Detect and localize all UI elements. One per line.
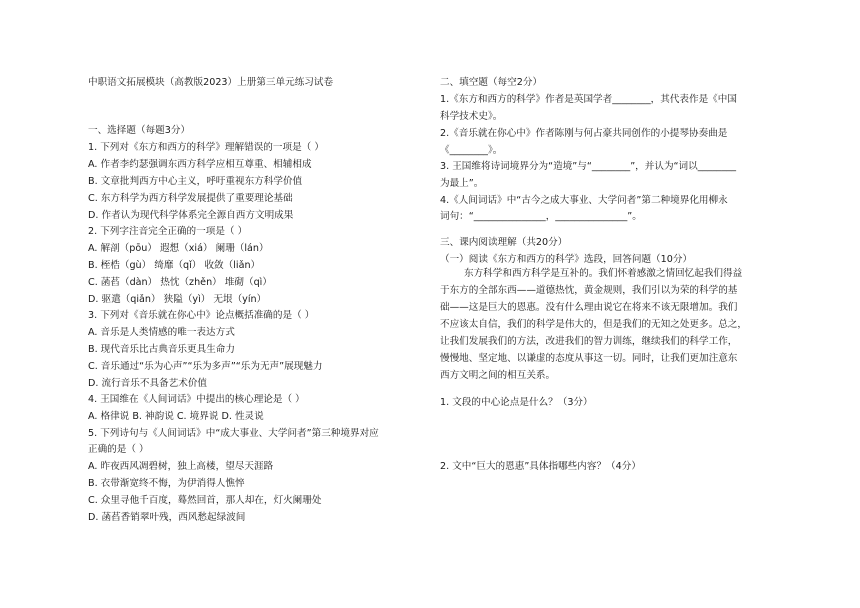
fill-q1-line1: 1.《东方和西方的科学》作者是英国学者________，其代表作是《中国	[440, 94, 737, 105]
reading-q1: 1. 文段的中心论点是什么？（3分）	[440, 397, 593, 408]
q2-option-c: C. 菡萏（dàn） 热忱（zhěn） 堆砌（qì）	[88, 277, 272, 288]
fill-q4-line2: 词句：“_______________，_______________”。	[440, 211, 642, 222]
q2-option-b: B. 桎梏（gù） 绮靡（qǐ） 收敛（liǎn）	[88, 260, 261, 271]
q1-option-d: D. 作者认为现代科学体系完全源自西方文明成果	[88, 210, 294, 221]
exam-title: 中职语文拓展模块（高教版2023）上册第三单元练习试卷	[88, 77, 334, 88]
passage-line-7: 西方文明之间的相互关系。	[440, 370, 556, 381]
passage-line-2: 于东方的全部东西——道德热忱，黄金规则，我们引以为荣的科学的基	[440, 285, 738, 296]
q5-stem: 5. 下列诗句与《人间词话》中“成大事业、大学问者”第三种境界对应	[88, 428, 379, 439]
fill-q2-line2: 《________》。	[440, 145, 503, 156]
q2-stem: 2. 下列字注音完全正确的一项是（ ）	[88, 226, 248, 237]
q1-option-a: A. 作者李约瑟强调东西方科学应相互尊重、相辅相成	[88, 159, 312, 170]
passage-line-3: 础——这是巨大的恩惠。没有什么理由说它在将来不该无限增加。我们	[440, 302, 738, 313]
fill-q1-line2: 科学技术史》。	[440, 111, 503, 122]
q3-option-c: C. 音乐通过“乐为心声”“乐为多声”“乐为无声”展现魅力	[88, 361, 323, 372]
passage-line-1: 东方科学和西方科学是互补的。我们怀着感激之情回忆起我们得益	[464, 268, 743, 279]
q3-option-a: A. 音乐是人类情感的唯一表达方式	[88, 327, 235, 338]
q3-option-d: D. 流行音乐不具备艺术价值	[88, 378, 208, 389]
fill-q3-line2: 为最上”。	[440, 178, 484, 189]
section3-heading: 三、课内阅读理解（共20分）	[440, 237, 568, 248]
q5-stem-continued: 正确的是（ ）	[88, 444, 149, 455]
fill-q2-line1: 2.《音乐就在你心中》作者陈刚与何占豪共同创作的小提琴协奏曲是	[440, 128, 728, 139]
passage-line-5: 让我们发展我们的方法，改进我们的智力训练，继续我们的科学工作，	[440, 336, 738, 347]
q3-stem: 3. 下列对《音乐就在你心中》论点概括准确的是（ ）	[88, 310, 315, 321]
q1-option-b: B. 文章批判西方中心主义，呼吁重视东方科学价值	[88, 176, 303, 187]
q5-option-c: C. 众里寻他千百度，蓦然回首，那人却在，灯火阑珊处	[88, 495, 322, 506]
q5-option-d: D. 菡萏香销翠叶残，西风愁起绿波间	[88, 512, 246, 523]
section3-subheading: （一）阅读《东方和西方的科学》选段，回答问题（10分）	[440, 254, 693, 265]
q2-option-d: D. 驱遣（qiǎn） 狭隘（yì） 无垠（yín）	[88, 294, 267, 305]
fill-q3-line1: 3. 王国维将诗词境界分为“造境”与“________”，并认为“词以________	[440, 161, 737, 172]
q1-stem: 1. 下列对《东方和西方的科学》理解错误的一项是（ ）	[88, 142, 324, 153]
section2-heading: 二、填空题（每空2分）	[440, 77, 543, 88]
q5-option-a: A. 昨夜西风凋碧树，独上高楼，望尽天涯路	[88, 461, 274, 472]
q3-option-b: B. 现代音乐比古典音乐更具生命力	[88, 344, 235, 355]
fill-q4-line1: 4.《人间词话》中“古今之成大事业、大学问者”第二种境界化用柳永	[440, 195, 728, 206]
passage-line-6: 慢慢地、坚定地、以谦虚的态度从事这一切。同时，让我们更加注意东	[440, 353, 738, 364]
q4-stem: 4. 王国维在《人间词话》中提出的核心理论是（ ）	[88, 394, 305, 405]
section1-heading: 一、选择题（每题3分）	[88, 125, 191, 136]
reading-q2: 2. 文中“巨大的恩惠”具体指哪些内容？（4分）	[440, 461, 641, 472]
q2-option-a: A. 解剖（pōu） 遐想（xiá） 阑珊（lán）	[88, 243, 269, 254]
passage-line-4: 不应该太自信，我们的科学是伟大的，但是我们的无知之处更多。总之，	[440, 319, 747, 330]
q4-options: A. 格律说 B. 神韵说 C. 境界说 D. 性灵说	[88, 411, 264, 422]
q5-option-b: B. 衣带渐宽终不悔，为伊消得人憔悴	[88, 478, 245, 489]
q1-option-c: C. 东方科学为西方科学发展提供了重要理论基础	[88, 193, 293, 204]
